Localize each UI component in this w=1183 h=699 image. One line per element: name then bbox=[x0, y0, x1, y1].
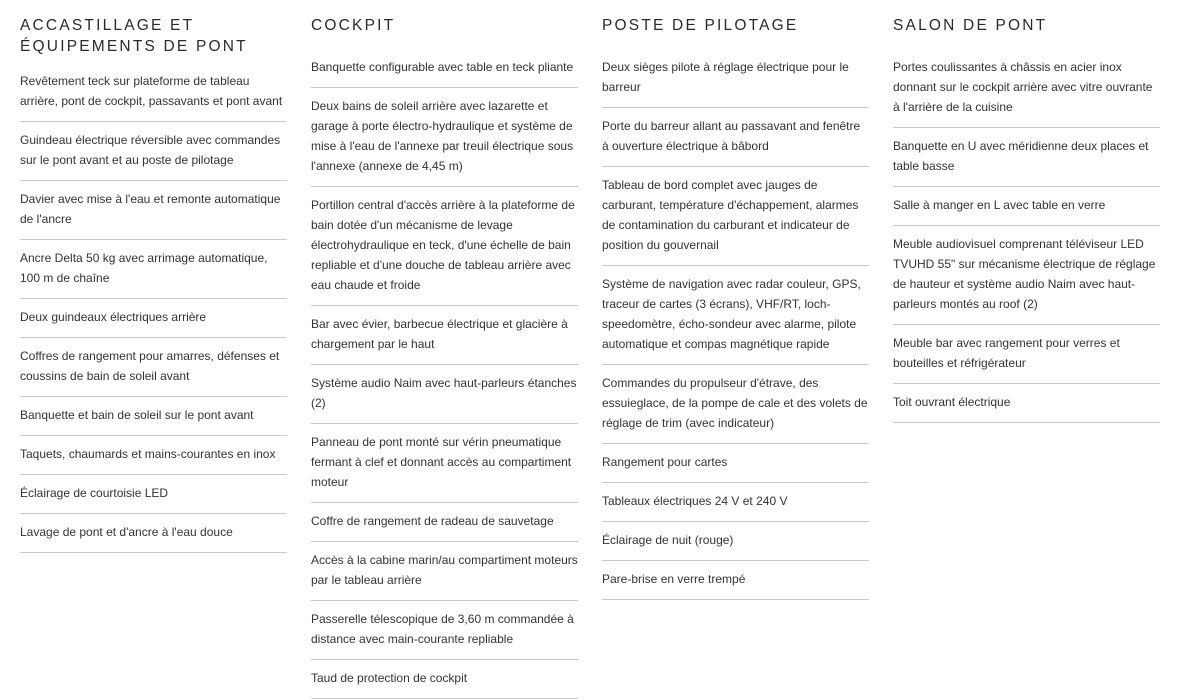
feature-item: Taud de protection de cockpit bbox=[311, 660, 578, 699]
feature-item: Panneau de pont monté sur vérin pneumatique fermant à clef et donnant accès au compartiment moteur bbox=[311, 424, 578, 503]
feature-item: Deux bains de soleil arrière avec lazarette et garage à porte électro-hydraulique et système de mise à l'eau de l'annexe par treuil électrique sous l'annexe (annexe de 4,45 m) bbox=[311, 88, 578, 187]
feature-item: Porte du barreur allant au passavant and fenêtre à ouverture électrique à bâbord bbox=[602, 108, 869, 167]
column-title: SALON DE PONT bbox=[893, 17, 1048, 34]
feature-list bbox=[20, 67, 287, 553]
feature-item: Davier avec mise à l'eau et remonte automatique de l'ancre bbox=[20, 181, 287, 240]
column-helm-station bbox=[602, 15, 869, 600]
feature-item: Commandes du propulseur d'étrave, des essuieglace, de la pompe de cale et des volets de réglage de trim (avec indicateur) bbox=[602, 365, 869, 444]
column-title-line-2: ÉQUIPEMENTS DE PONT bbox=[20, 38, 248, 55]
feature-item: Coffres de rangement pour amarres, défenses et coussins de bain de soleil avant bbox=[20, 338, 287, 397]
feature-item: Toit ouvrant électrique bbox=[893, 384, 1160, 423]
feature-item: Meuble bar avec rangement pour verres et bouteilles et réfrigérateur bbox=[893, 325, 1160, 384]
feature-item: Deux guindeaux électriques arrière bbox=[20, 299, 287, 338]
equipment-columns bbox=[20, 15, 1180, 699]
feature-item: Guindeau électrique réversible avec commandes sur le pont avant et au poste de pilotage bbox=[20, 122, 287, 181]
feature-item: Taquets, chaumards et mains-courantes en inox bbox=[20, 436, 287, 475]
feature-item: Tableaux électriques 24 V et 240 V bbox=[602, 483, 869, 522]
feature-item: Portillon central d'accès arrière à la plateforme de bain dotée d'un mécanisme de levage électrohydraulique en teck, d'une échelle de bain repliable et d'une douche de tableau arrière avec eau chaude et froide bbox=[311, 187, 578, 306]
feature-item: Banquette en U avec méridienne deux places et table basse bbox=[893, 128, 1160, 187]
feature-list bbox=[311, 53, 578, 699]
feature-item: Éclairage de courtoisie LED bbox=[20, 475, 287, 514]
feature-item: Passerelle télescopique de 3,60 m commandée à distance avec main-courante repliable bbox=[311, 601, 578, 660]
feature-item: Éclairage de nuit (rouge) bbox=[602, 522, 869, 561]
column-title: COCKPIT bbox=[311, 17, 396, 34]
feature-item: Deux sièges pilote à réglage électrique pour le barreur bbox=[602, 53, 869, 108]
column-deck-saloon bbox=[893, 15, 1160, 423]
feature-item: Accès à la cabine marin/au compartiment moteurs par le tableau arrière bbox=[311, 542, 578, 601]
feature-item: Pare-brise en verre trempé bbox=[602, 561, 869, 600]
feature-list bbox=[893, 53, 1160, 423]
feature-item: Ancre Delta 50 kg avec arrimage automatique, 100 m de chaîne bbox=[20, 240, 287, 299]
feature-item: Rangement pour cartes bbox=[602, 444, 869, 483]
feature-item: Banquette configurable avec table en teck pliante bbox=[311, 53, 578, 88]
feature-item: Revêtement teck sur plateforme de tableau arrière, pont de cockpit, passavants et pont avant bbox=[20, 67, 287, 122]
feature-item: Système audio Naim avec haut-parleurs étanches (2) bbox=[311, 365, 578, 424]
feature-item: Banquette et bain de soleil sur le pont avant bbox=[20, 397, 287, 436]
column-title-line-1: ACCASTILLAGE ET bbox=[20, 17, 195, 34]
column-deck-equipment bbox=[20, 15, 287, 553]
column-cockpit bbox=[311, 15, 578, 699]
feature-item: Meuble audiovisuel comprenant téléviseur LED TVUHD 55" sur mécanisme électrique de réglage de hauteur et système audio Naim avec haut-parleurs montés au roof (2) bbox=[893, 226, 1160, 325]
feature-item: Portes coulissantes à châssis en acier inox donnant sur le cockpit arrière avec vitre ouvrante à l'arrière de la cuisine bbox=[893, 53, 1160, 128]
feature-item: Système de navigation avec radar couleur, GPS, traceur de cartes (3 écrans), VHF/RT, loch-speedomètre, écho-sondeur avec alarme, pilote automatique et compas magnétique rapide bbox=[602, 266, 869, 365]
feature-item: Coffre de rangement de radeau de sauvetage bbox=[311, 503, 578, 542]
feature-item: Bar avec évier, barbecue électrique et glacière à chargement par le haut bbox=[311, 306, 578, 365]
column-title bbox=[20, 15, 287, 57]
feature-list bbox=[602, 53, 869, 600]
feature-item: Tableau de bord complet avec jauges de carburant, température d'échappement, alarmes de contamination du carburant et indicateur de position du gouvernail bbox=[602, 167, 869, 266]
column-title: POSTE DE PILOTAGE bbox=[602, 17, 799, 34]
feature-item: Salle à manger en L avec table en verre bbox=[893, 187, 1160, 226]
feature-item: Lavage de pont et d'ancre à l'eau douce bbox=[20, 514, 287, 553]
